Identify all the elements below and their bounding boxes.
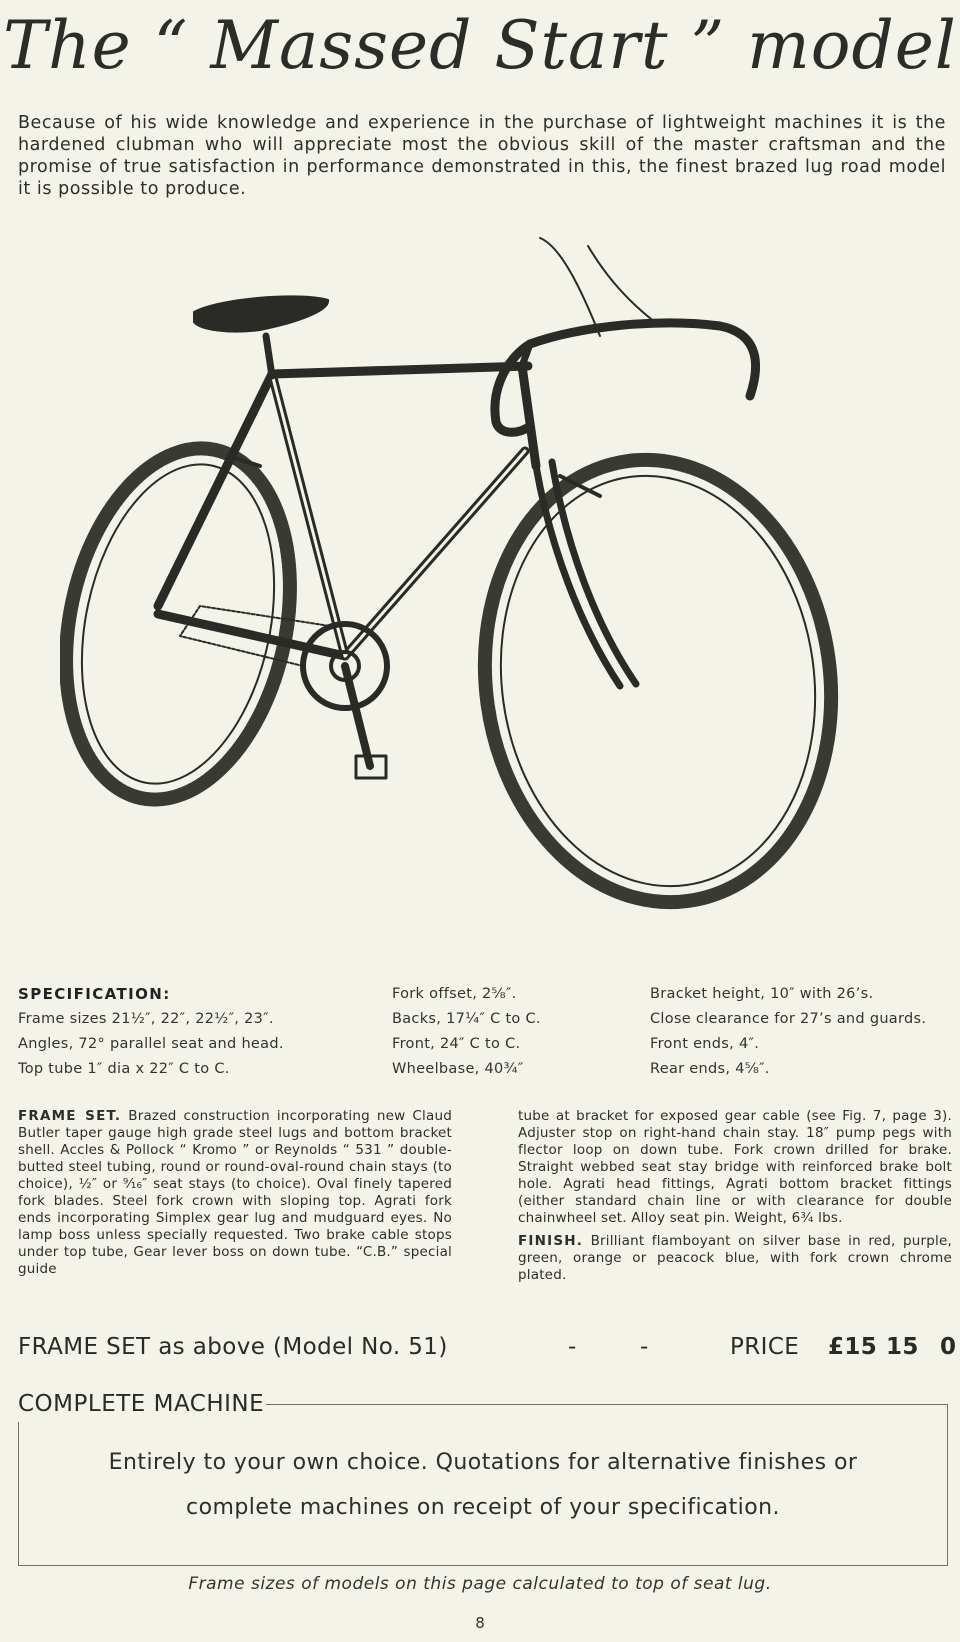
complete-machine-heading: COMPLETE MACHINE: [18, 1386, 266, 1422]
frame-set-text-left: [18, 1108, 452, 1278]
complete-machine-text: [18, 1440, 948, 1530]
saddle: [194, 296, 328, 331]
spec-line: Front, 24″ C to C.: [392, 1036, 521, 1052]
finish-description: Brilliant flamboyant on silver base in red, purple, green, orange or peacock blue, with fork crown chrome plated.: [518, 1233, 952, 1283]
page-number: 8: [475, 1614, 485, 1632]
price-dash: -: [568, 1334, 577, 1360]
handlebar: [530, 323, 756, 396]
spec-column-1: [18, 982, 378, 1082]
finish-label: FINISH.: [518, 1233, 584, 1249]
price-pence: 0: [940, 1334, 957, 1360]
price-shillings: 15: [886, 1334, 919, 1360]
frame-set-description: Brazed construction incorporating new Claud Butler taper gauge high grade steel lugs and bottom bracket shell. Accles & Pollock “ Kromo ” or Reynolds “ 531 ” double-butted steel tubing, round or round-oval-round chain stays (to choice), ½″ or ⁹⁄₁₆″ seat stays (to choice). Oval finely tapered fork blades. Steel fork crown with sloping top. Agrati fork ends incorporating Simplex gear lug and mudguard eyes. No lamp boss unless specially requested. Two brake cable stops under top tube, Gear lever boss on down tube. “C.B.” special guide: [18, 1108, 452, 1277]
spec-heading: SPECIFICATION:: [18, 985, 171, 1003]
front-wheel: [457, 437, 859, 925]
finish-paragraph: [518, 1233, 952, 1284]
price-dash: -: [640, 1334, 649, 1360]
spec-line: Wheelbase, 40¾″: [392, 1061, 524, 1077]
spec-line: Front ends, 4″.: [650, 1036, 760, 1052]
complete-machine-line-2: complete machines on receipt of your specification.: [186, 1495, 780, 1520]
frame-set-price-label: FRAME SET as above (Model No. 51): [18, 1334, 448, 1360]
complete-machine-line-1: Entirely to your own choice. Quotations for alternative finishes or: [108, 1450, 858, 1475]
price-pounds: £15: [828, 1334, 878, 1360]
spec-column-2: [392, 982, 632, 1082]
spec-line: Backs, 17¼″ C to C.: [392, 1011, 541, 1027]
spec-line: Rear ends, 4⅝″.: [650, 1061, 770, 1077]
frame-set-description-cont: tube at bracket for exposed gear cable (see Fig. 7, page 3). Adjuster stop on right-hand chain stay. 18″ pump pegs with flector loop on down tube. Fork crown drilled for brake. Straight webbed seat stay bridge with reinforced brake bolt hole. Agrati head fittings, Agrati bottom bracket fittings (either standard chain line or with clearance for double chainwheel set. Alloy seat pin. Weight, 6¾ lbs.: [518, 1108, 952, 1226]
bicycle-frame: [158, 366, 536, 656]
spec-line: Top tube 1″ dia x 22″ C to C.: [18, 1061, 230, 1077]
footnote: Frame sizes of models on this page calculated to top of seat lug.: [188, 1574, 772, 1594]
spec-line: Frame sizes 21½″, 22″, 22½″, 23″.: [18, 1011, 274, 1027]
spec-line: Angles, 72° parallel seat and head.: [18, 1036, 284, 1052]
spec-column-3: [650, 982, 950, 1082]
spec-line: Bracket height, 10″ with 26’s.: [650, 986, 874, 1002]
page-title: The “ Massed Start ” model: [3, 7, 957, 84]
price-row: [18, 1328, 957, 1366]
intro-paragraph: Because of his wide knowledge and experience in the purchase of lightweight machines it is the hardened clubman who will appreciate most the obvious skill of the master craftsman and the promise of true satisfaction in performance demonstrated in this, the finest brazed lug road model it is possible to produce.: [18, 113, 946, 199]
racing-bicycle-illustration: [60, 226, 920, 966]
frame-set-label: FRAME SET.: [18, 1108, 122, 1124]
spec-line: Close clearance for 27’s and guards.: [650, 1011, 927, 1027]
frame-set-text-right: [518, 1108, 952, 1284]
spec-line: Fork offset, 2⅝″.: [392, 986, 517, 1002]
price-word: PRICE: [730, 1334, 800, 1360]
